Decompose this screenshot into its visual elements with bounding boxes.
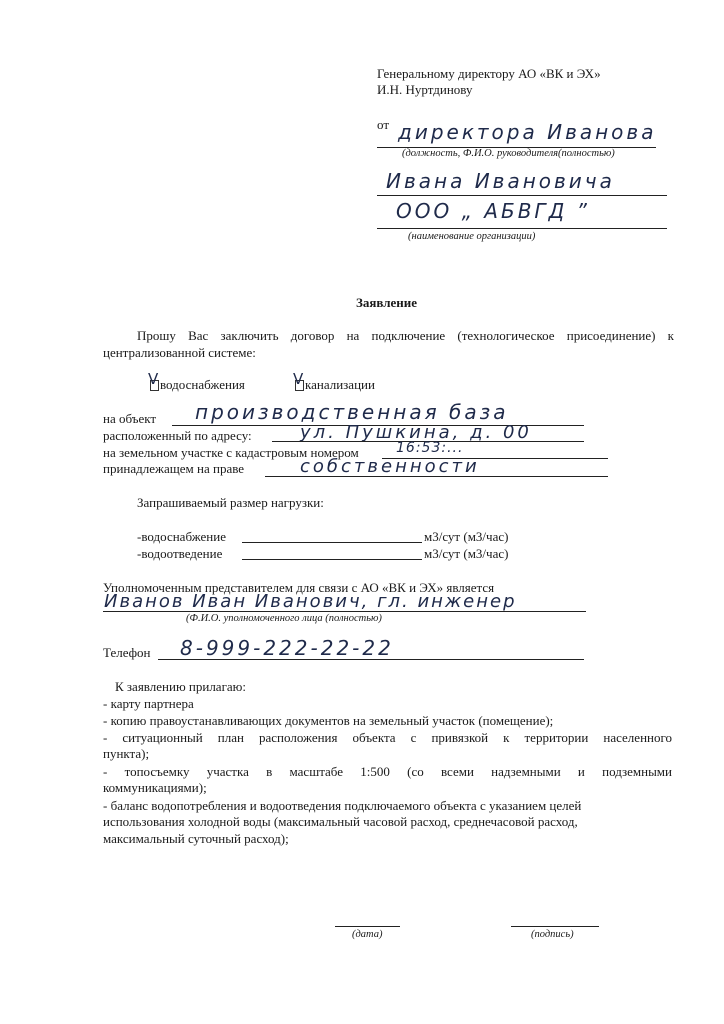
ownership-value[interactable]: собственности [300, 456, 480, 477]
date-line[interactable] [335, 926, 400, 927]
address-value[interactable]: ул. Пушкина, д. 00 [300, 422, 532, 443]
water-load-unit: м3/сут (м3/час) [424, 529, 509, 544]
attachment-balance-line-2: использования холодной воды (максимальный часовой расход, среднечасовой расход, [103, 814, 578, 829]
from-position-value[interactable]: директора Иванова [398, 120, 657, 144]
date-caption: (дата) [352, 929, 383, 940]
attachment-partner-card: - карту партнера [103, 696, 194, 711]
water-load-label: -водоснабжение [137, 529, 226, 544]
signature-line[interactable] [511, 926, 599, 927]
water-load-input-line[interactable] [242, 542, 422, 543]
representative-label: Уполномоченным представителем для связи с АО «ВК и ЭХ» является [103, 580, 495, 595]
from-label: от [377, 117, 390, 132]
attachment-survey-line-2: коммуникациями); [103, 780, 207, 795]
attachment-balance-line-1: - баланс водопотребления и водоотведения подключаемого объекта с указанием целей [103, 798, 582, 813]
water-supply-check-mark: V [148, 370, 159, 388]
intro-line-2: централизованной системе: [103, 345, 256, 360]
organization-underline [377, 228, 667, 229]
phone-label: Телефон [103, 645, 151, 660]
load-heading: Запрашиваемый размер нагрузки: [137, 495, 324, 510]
object-value[interactable]: производственная база [195, 400, 509, 424]
representative-caption: (Ф.И.О. уполномоченного лица (полностью) [186, 613, 382, 624]
cadastral-value[interactable]: 16:53:... [396, 440, 464, 456]
attachment-balance-line-3: максимальный суточный расход); [103, 831, 289, 846]
from-name-underline [377, 195, 667, 196]
sewer-load-unit: м3/сут (м3/час) [424, 546, 509, 561]
phone-underline [158, 659, 584, 660]
organization-value[interactable]: ООО „ АБВГД ” [396, 199, 590, 223]
attachments-heading: К заявлению прилагаю: [115, 679, 247, 694]
phone-value[interactable]: 8-999-222-22-22 [180, 636, 394, 660]
attachment-title-documents: - копию правоустанавливающих документов на земельный участок (помещение); [103, 713, 554, 728]
representative-underline [103, 611, 586, 612]
sewerage-label: канализации [305, 377, 375, 392]
sewer-load-input-line[interactable] [242, 559, 422, 560]
cadastral-label: на земельном участке с кадастровым номером [103, 445, 359, 460]
representative-value[interactable]: Иванов Иван Иванович, гл. инженер [104, 591, 517, 612]
organization-caption: (наименование организации) [408, 231, 536, 242]
from-name-value[interactable]: Ивана Ивановича [386, 169, 615, 193]
attachment-site-plan-line-2: пункта); [103, 746, 150, 761]
addressee-line-2: И.Н. Нуртдинову [377, 82, 473, 97]
attachment-site-plan-line-1: - ситуационный план расположения объекта с привязкой к территории населенного [103, 730, 672, 745]
position-caption: (должность, Ф.И.О. руководителя(полностью) [402, 148, 615, 159]
address-label: расположенный по адресу: [103, 428, 252, 443]
sewerage-check-mark: V [293, 370, 304, 388]
intro-line-1: Прошу Вас заключить договор на подключение (технологическое присоединение) к [137, 328, 674, 343]
addressee-line-1: Генеральному директору АО «ВК и ЭХ» [377, 66, 601, 81]
ownership-underline [265, 476, 608, 477]
sewer-load-label: -водоотведение [137, 546, 223, 561]
signature-caption: (подпись) [531, 929, 574, 940]
document-title: Заявление [356, 295, 418, 310]
object-label: на объект [103, 411, 157, 426]
water-supply-label: водоснабжения [160, 377, 245, 392]
ownership-label: принадлежащем на праве [103, 461, 245, 476]
attachment-survey-line-1: - топосъемку участка в масштабе 1:500 (со всеми надземными и подземными [103, 764, 672, 779]
